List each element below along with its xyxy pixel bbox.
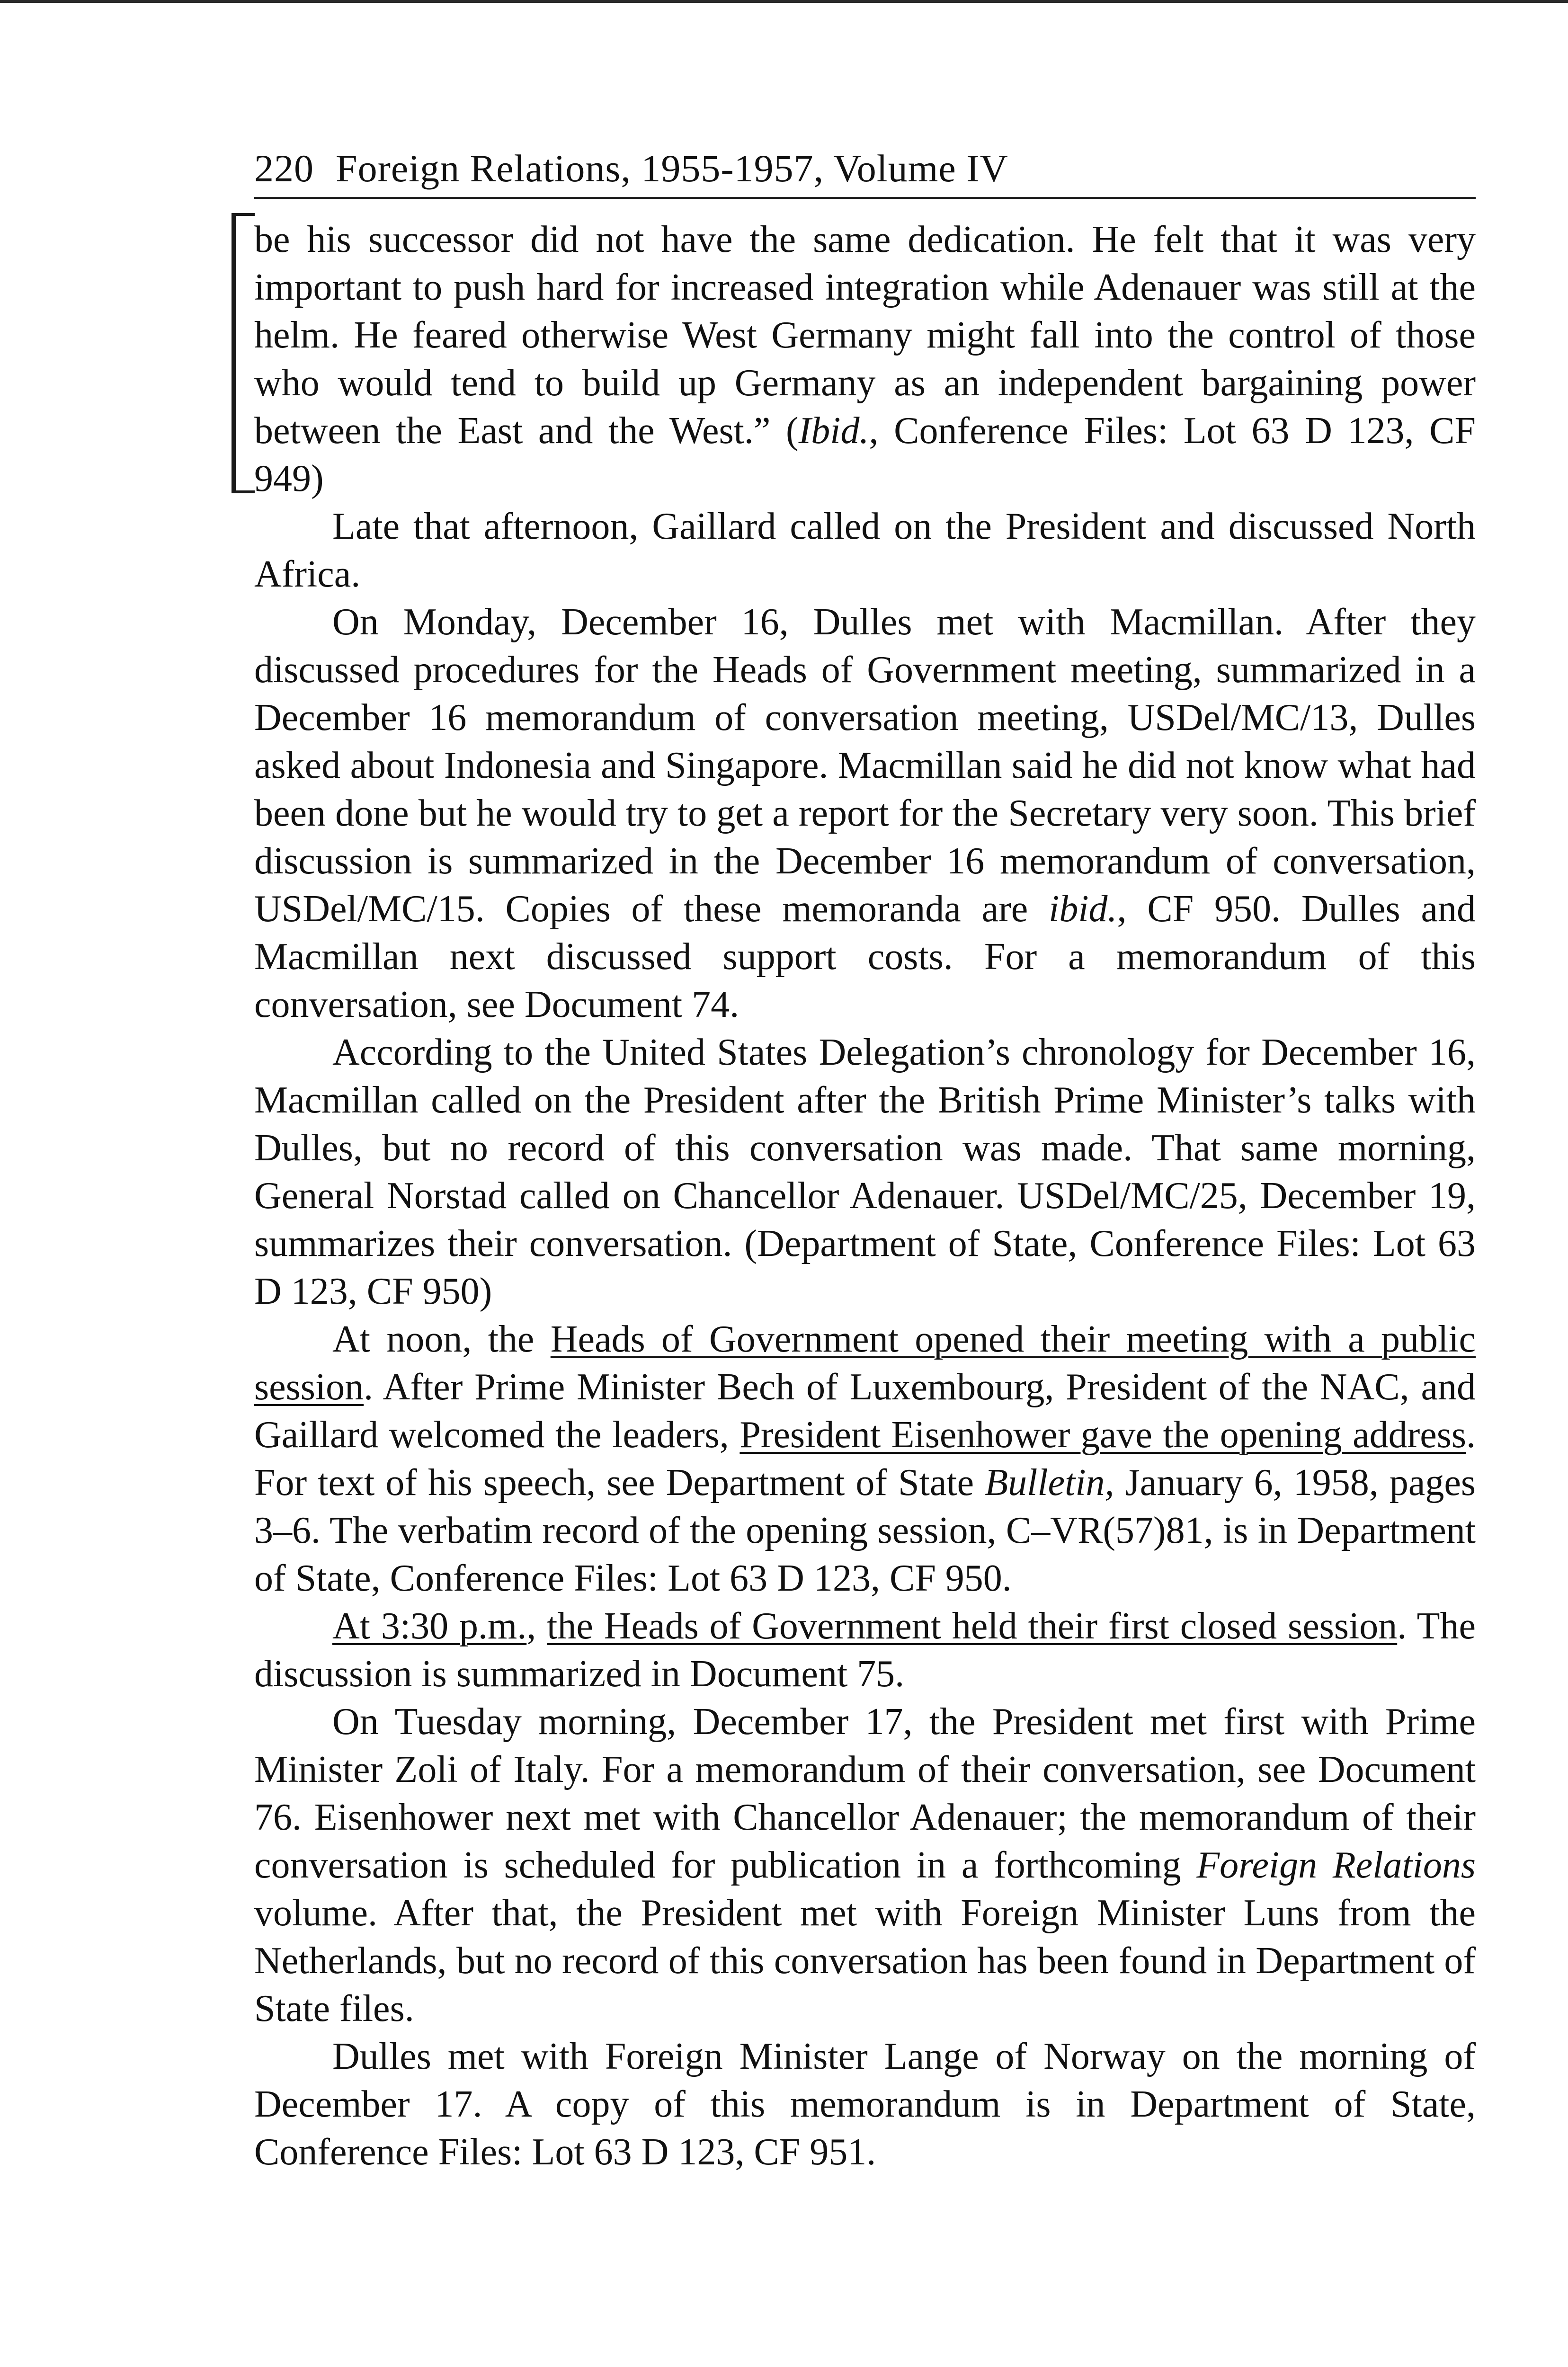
paragraph-8: Dulles met with Foreign Minister Lange of Norway on the morning of December 17. A copy of this memorandum is in Department of State, Conference Files: Lot 63 D 123, CF 951. <box>254 2036 1476 2173</box>
handwritten-underline: Heads of Government opened their meeting with a public session <box>254 1318 1476 1408</box>
paragraph-6: At 3:30 p.m., the Heads of Government held their first closed session. The discussion is summarized in Document 75. <box>254 1605 1476 1695</box>
running-head <box>254 142 1476 199</box>
body-text <box>254 216 1476 2176</box>
paragraph-5: At noon, the Heads of Government opened their meeting with a public session. After Prime Minister Bech of Luxembourg, President of the NAC, and Gaillard welcomed the leaders, President Eisenhower gave the opening address. For text of his speech, see Department of State Bulletin, January 6, 1958, pages 3–6. The verbatim record of the opening session, C–VR(57)81, is in Department of State, Conference Files: Lot 63 D 123, CF 950. <box>254 1318 1476 1599</box>
paragraph-7: On Tuesday morning, December 17, the President met first with Prime Minister Zoli of Italy. For a memorandum of their conversation, see Document 76. Eisenhower next met with Chancellor Adenauer; the memorandum of their conversation is scheduled for publication in a forthcoming Foreign Relations volume. After that, the President met with Foreign Minister Luns from the Netherlands, but no record of this conversation has been found in Department of State files. <box>254 1701 1476 2029</box>
handwritten-underline: At 3:30 p.m. <box>332 1605 527 1647</box>
paragraph-4: According to the United States Delegation’s chronology for December 16, Macmillan called on the President after the British Prime Minister’s talks with Dulles, but no record of this conversation was made. That same morning, General Norstad called on Chancellor Adenauer. USDel/MC/25, December 19, summarizes their conversation. (Department of State, Conference Files: Lot 63 D 123, CF 950) <box>254 1032 1476 1312</box>
paragraph-2: Late that afternoon, Gaillard called on the President and discussed North Africa. <box>254 506 1476 595</box>
page-number: 220 <box>254 147 314 190</box>
document-page <box>254 142 1476 2176</box>
paragraph-3: On Monday, December 16, Dulles met with Macmillan. After they discussed procedures for the Heads of Government meeting, summarized in a December 16 memorandum of conversation meeting, USDel/MC/13, Dulles asked about Indonesia and Singapore. Macmillan said he did not know what had been done but he would try to get a report for the Secretary very soon. This brief discussion is summarized in the December 16 memorandum of conversation, USDel/MC/15. Copies of these memoranda are ibid., CF 950. Dulles and Macmillan next discussed support costs. For a memorandum of this conversation, see Document 74. <box>254 601 1476 1025</box>
volume-title: Foreign Relations, 1955-1957, Volume IV <box>336 147 1008 190</box>
scan-top-edge <box>0 0 1568 3</box>
margin-bracket-mark <box>232 213 255 493</box>
handwritten-underline: the Heads of Government held their first closed session <box>547 1605 1398 1647</box>
handwritten-underline: President Eisenhower gave the opening address <box>739 1414 1466 1456</box>
paragraph-1-continued: be his successor did not have the same dedication. He felt that it was very important to push hard for increased integration while Adenauer was still at the helm. He feared otherwise West Germany might fall into the control of those who would tend to build up Germany as an independent bargaining power between the East and the West.” (Ibid., Conference Files: Lot 63 D 123, CF 949) <box>254 219 1476 499</box>
